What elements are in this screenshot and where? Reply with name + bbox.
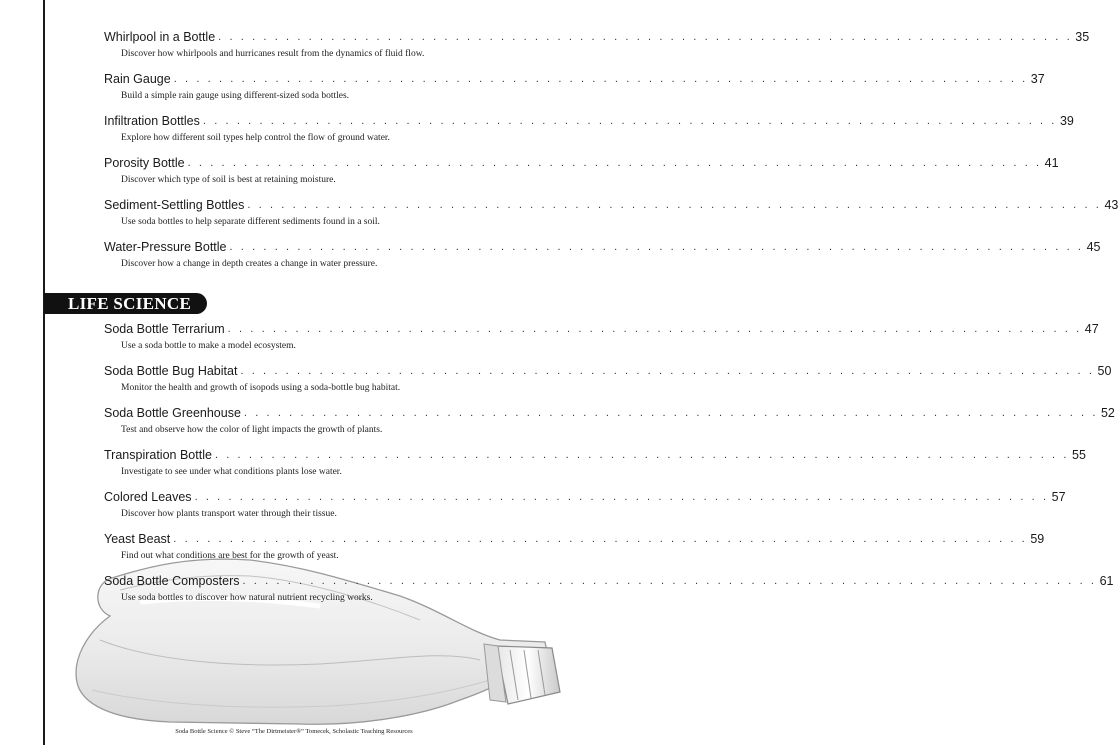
toc-entry[interactable] — [104, 66, 1045, 108]
entry-description: Investigate to see under what conditions plants lose water. — [121, 467, 342, 477]
entry-description: Build a simple rain gauge using different-sized soda bottles. — [121, 91, 350, 101]
entry-page-number: 35 — [1075, 30, 1090, 44]
entry-description: Discover which type of soil is best at retaining moisture. — [121, 175, 336, 185]
entry-description: Use soda bottles to discover how natural nutrient recycling works. — [121, 593, 373, 603]
toc-entry[interactable] — [104, 192, 1118, 234]
dot-leader: . . . . . . . . . . . . . . . . . . . . . . . . . . . . . . . . . . . . . . . . . . . . . . . . . . . . . . . . . . . . . . . . . . . . . . . . . . . . — [194, 491, 1049, 503]
entry-description: Discover how whirlpools and hurricanes result from the dynamics of fluid flow. — [121, 49, 425, 59]
entry-title: Infiltration Bottles — [104, 114, 200, 128]
toc-entry[interactable] — [104, 316, 1099, 358]
entry-page-number: 43 — [1104, 198, 1118, 212]
entry-title: Soda Bottle Terrarium — [104, 322, 225, 336]
entry-description: Discover how a change in depth creates a change in water pressure. — [121, 259, 378, 269]
toc-entry[interactable] — [104, 234, 1101, 276]
dot-leader: . . . . . . . . . . . . . . . . . . . . . . . . . . . . . . . . . . . . . . . . . . . . . . . . . . . . . . . . . . . . . . . . . . . . . . . . . . . . — [187, 157, 1042, 169]
dot-leader: . . . . . . . . . . . . . . . . . . . . . . . . . . . . . . . . . . . . . . . . . . . . . . . . . . . . . . . . . . . . . . . . . . . . . . . . . . . . — [229, 241, 1084, 253]
entry-title: Soda Bottle Composters — [104, 574, 240, 588]
toc-entry[interactable] — [104, 484, 1066, 526]
entry-description: Monitor the health and growth of isopods using a soda-bottle bug habitat. — [121, 383, 401, 393]
entry-page-number: 39 — [1059, 114, 1074, 128]
left-margin-rule — [43, 0, 45, 745]
entry-title: Soda Bottle Bug Habitat — [104, 364, 238, 378]
dot-leader: . . . . . . . . . . . . . . . . . . . . . . . . . . . . . . . . . . . . . . . . . . . . . . . . . . . . . . . . . . . . . . . . . . . . . . . . . . . . — [242, 575, 1097, 587]
entry-description: Discover how plants transport water through their tissue. — [121, 509, 337, 519]
dot-leader: . . . . . . . . . . . . . . . . . . . . . . . . . . . . . . . . . . . . . . . . . . . . . . . . . . . . . . . . . . . . . . . . . . . . . . . . . . . . — [202, 115, 1057, 127]
entry-title: Water-Pressure Bottle — [104, 240, 227, 254]
entry-title: Yeast Beast — [104, 532, 171, 546]
entry-description: Find out what conditions are best for the growth of yeast. — [121, 551, 339, 561]
dot-leader: . . . . . . . . . . . . . . . . . . . . . . . . . . . . . . . . . . . . . . . . . . . . . . . . . . . . . . . . . . . . . . . . . . . . . . . . . . . . — [173, 533, 1028, 545]
entry-page-number: 55 — [1072, 448, 1086, 462]
toc-entry[interactable] — [104, 568, 1114, 610]
toc-list-life-science — [104, 316, 1115, 610]
toc-entry[interactable] — [104, 400, 1115, 442]
entry-page-number: 50 — [1097, 364, 1112, 378]
dot-leader: . . . . . . . . . . . . . . . . . . . . . . . . . . . . . . . . . . . . . . . . . . . . . . . . . . . . . . . . . . . . . . . . . . . . . . . . . . . . — [243, 407, 1098, 419]
toc-entry[interactable] — [104, 358, 1112, 400]
entry-title: Sediment-Settling Bottles — [104, 198, 245, 212]
entry-title: Transpiration Bottle — [104, 448, 212, 462]
entry-title: Porosity Bottle — [104, 156, 185, 170]
toc-entry[interactable] — [104, 526, 1045, 568]
entry-title: Soda Bottle Greenhouse — [104, 406, 241, 420]
entry-title: Colored Leaves — [104, 490, 192, 504]
section-header-life-science: LIFE SCIENCE — [44, 293, 207, 314]
entry-page-number: 61 — [1099, 574, 1114, 588]
entry-description: Test and observe how the color of light impacts the growth of plants. — [121, 425, 383, 435]
dot-leader: . . . . . . . . . . . . . . . . . . . . . . . . . . . . . . . . . . . . . . . . . . . . . . . . . . . . . . . . . . . . . . . . . . . . . . . . . . . . — [218, 31, 1073, 43]
entry-description: Use soda bottles to help separate different sediments found in a soil. — [121, 217, 380, 227]
entry-description: Explore how different soil types help control the flow of ground water. — [121, 133, 390, 143]
entry-page-number: 37 — [1030, 72, 1045, 86]
dot-leader: . . . . . . . . . . . . . . . . . . . . . . . . . . . . . . . . . . . . . . . . . . . . . . . . . . . . . . . . . . . . . . . . . . . . . . . . . . . . — [173, 73, 1028, 85]
entry-title: Whirlpool in a Bottle — [104, 30, 216, 44]
entry-page-number: 59 — [1030, 532, 1045, 546]
entry-page-number: 52 — [1100, 406, 1115, 420]
entry-description: Use a soda bottle to make a model ecosystem. — [121, 341, 296, 351]
dot-leader: . . . . . . . . . . . . . . . . . . . . . . . . . . . . . . . . . . . . . . . . . . . . . . . . . . . . . . . . . . . . . . . . . . . . . . . . . . . . — [240, 365, 1095, 377]
toc-entry[interactable] — [104, 442, 1086, 484]
entry-title: Rain Gauge — [104, 72, 171, 86]
dot-leader: . . . . . . . . . . . . . . . . . . . . . . . . . . . . . . . . . . . . . . . . . . . . . . . . . . . . . . . . . . . . . . . . . . . . . . . . . . . . — [214, 449, 1070, 461]
entry-page-number: 45 — [1086, 240, 1101, 254]
page-footer: Soda Bottle Science © Steve “The Dirtmeister®” Tomecek, Scholastic Teaching Resources — [175, 728, 413, 735]
toc-entry[interactable] — [104, 150, 1059, 192]
dot-leader: . . . . . . . . . . . . . . . . . . . . . . . . . . . . . . . . . . . . . . . . . . . . . . . . . . . . . . . . . . . . . . . . . . . . . . . . . . . . — [227, 323, 1082, 335]
dot-leader: . . . . . . . . . . . . . . . . . . . . . . . . . . . . . . . . . . . . . . . . . . . . . . . . . . . . . . . . . . . . . . . . . . . . . . . . . . . . — [247, 199, 1102, 211]
entry-page-number: 41 — [1044, 156, 1059, 170]
toc-list-physical — [104, 24, 1118, 276]
entry-page-number: 47 — [1084, 322, 1099, 336]
toc-entry[interactable] — [104, 24, 1090, 66]
entry-page-number: 57 — [1051, 490, 1066, 504]
toc-entry[interactable] — [104, 108, 1074, 150]
